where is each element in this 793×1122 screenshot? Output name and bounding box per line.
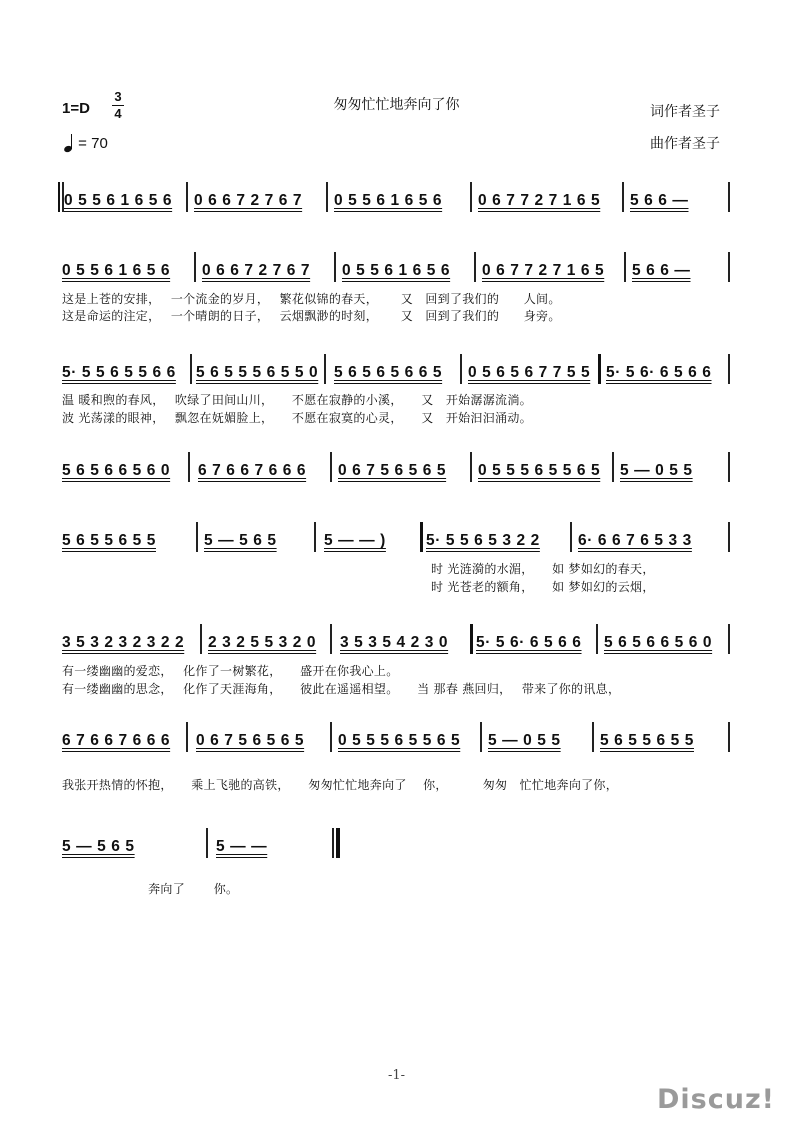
measure: 5 6 6 —	[630, 192, 689, 209]
measure: 5· 5 5 6 5 5 6 6	[62, 364, 176, 381]
measure: 5 6 5 5 6 5 5	[600, 732, 694, 749]
quarter-note-icon	[64, 134, 74, 152]
measure: 5 6 5 6 6 5 6 0	[62, 462, 171, 479]
measure: 0 5 5 6 1 6 5 6	[342, 262, 451, 279]
measure: 2 3 2 5 5 3 2 0	[208, 634, 317, 651]
composer-credit: 曲作者圣子	[650, 136, 720, 152]
measure: 0 6 7 5 6 5 6 5	[196, 732, 305, 749]
score-system-1	[58, 190, 730, 220]
measure: 3 5 3 5 4 2 3 0	[340, 634, 449, 651]
measure: 5 — 5 6 5	[62, 838, 135, 855]
measure: 5· 5 6· 6 5 6 6	[606, 364, 712, 381]
key-signature: 1=D	[62, 100, 90, 117]
lyric-line: 温 暖和煦的春风， 吹绿了田间山川， 不愿在寂静的小溪， 又 开始潺潺流淌。	[62, 393, 532, 407]
score-system-5	[58, 530, 730, 560]
score-system-3	[58, 362, 730, 392]
measure: 3 5 3 2 3 2 3 2 2	[62, 634, 185, 651]
measure: 0 6 7 7 2 7 1 6 5	[482, 262, 605, 279]
score-system-8	[58, 836, 730, 866]
lyric-line: 有一缕幽幽的思念， 化作了天涯海角， 彼此在遥遥相望。 当 那春 燕回归， 带来了你的讯息，	[62, 682, 621, 696]
measure: 5 6 5 6 6 5 6 0	[604, 634, 713, 651]
score-system-2	[58, 260, 730, 290]
tempo-marking	[64, 134, 108, 152]
page-number: -1-	[387, 1068, 406, 1083]
lyric-line: 这是上苍的安排， 一个流金的岁月， 繁花似锦的春天， 又 回到了我们的 人间。	[62, 292, 561, 306]
measure: 6 7 6 6 7 6 6 6	[62, 732, 171, 749]
score-system-7	[58, 730, 730, 760]
lyricist-credit: 词作者圣子	[650, 104, 720, 120]
lyric-line: 我张开热情的怀抱， 乘上飞驰的高铁， 匆匆忙忙地奔向了 你， 匆匆 忙忙地奔向了你，	[62, 778, 619, 792]
score-system-6	[58, 632, 730, 662]
measure: 5 — —	[216, 838, 268, 855]
measure: 0 6 7 7 2 7 1 6 5	[478, 192, 601, 209]
lyric-line: 波 光荡漾的眼神， 飘忽在妩媚脸上， 不愿在寂寞的心灵， 又 开始汩汩涌动。	[62, 411, 532, 425]
meter-top: 3	[114, 89, 122, 104]
song-title: 匆匆忙忙地奔向了你	[333, 97, 460, 113]
measure: 0 5 5 6 1 6 5 6	[64, 192, 173, 209]
measure: 6 7 6 6 7 6 6 6	[198, 462, 307, 479]
lyric-line: 时 光苍老的额角， 如 梦如幻的云烟，	[62, 580, 655, 594]
measure: 0 6 6 7 2 7 6 7	[202, 262, 311, 279]
measure: 6· 6 6 7 6 5 3 3	[578, 532, 692, 549]
site-watermark: Discuz!	[657, 1084, 775, 1115]
measure: 0 5 5 5 6 5 5 6 5	[478, 462, 601, 479]
lyric-line: 奔向了 你。	[62, 882, 239, 896]
measure: 5 — 5 6 5	[204, 532, 277, 549]
measure: 5 — 0 5 5	[620, 462, 693, 479]
measure: 5 6 5 6 5 6 6 5	[334, 364, 443, 381]
measure: 0 5 5 6 1 6 5 6	[62, 262, 171, 279]
measure: 5· 5 6· 6 5 6 6	[476, 634, 582, 651]
measure: 0 5 5 5 6 5 5 6 5	[338, 732, 461, 749]
measure: 5 — 0 5 5	[488, 732, 561, 749]
measure: 0 5 5 6 1 6 5 6	[334, 192, 443, 209]
measure: 0 6 6 7 2 7 6 7	[194, 192, 303, 209]
measure: 0 6 7 5 6 5 6 5	[338, 462, 447, 479]
measure: 5· 5 5 6 5 3 2 2	[426, 532, 540, 549]
meter-bottom: 4	[114, 106, 122, 121]
lyric-line: 有一缕幽幽的爱恋， 化作了一树繁花， 盛开在你我心上。	[62, 664, 399, 678]
measure: 5 — — )	[324, 532, 386, 549]
score-system-4	[58, 460, 730, 490]
measure: 0 5 6 5 6 7 7 5 5	[468, 364, 591, 381]
lyric-line: 这是命运的注定， 一个晴朗的日子， 云烟飘渺的时刻， 又 回到了我们的 身旁。	[62, 309, 561, 323]
measure: 5 6 5 5 5 6 5 5 0	[196, 364, 319, 381]
tempo-value: = 70	[78, 135, 108, 152]
lyric-line: 时 光涟漪的水湄， 如 梦如幻的春天，	[62, 562, 655, 576]
measure: 5 6 5 5 6 5 5	[62, 532, 156, 549]
measure: 5 6 6 —	[632, 262, 691, 279]
